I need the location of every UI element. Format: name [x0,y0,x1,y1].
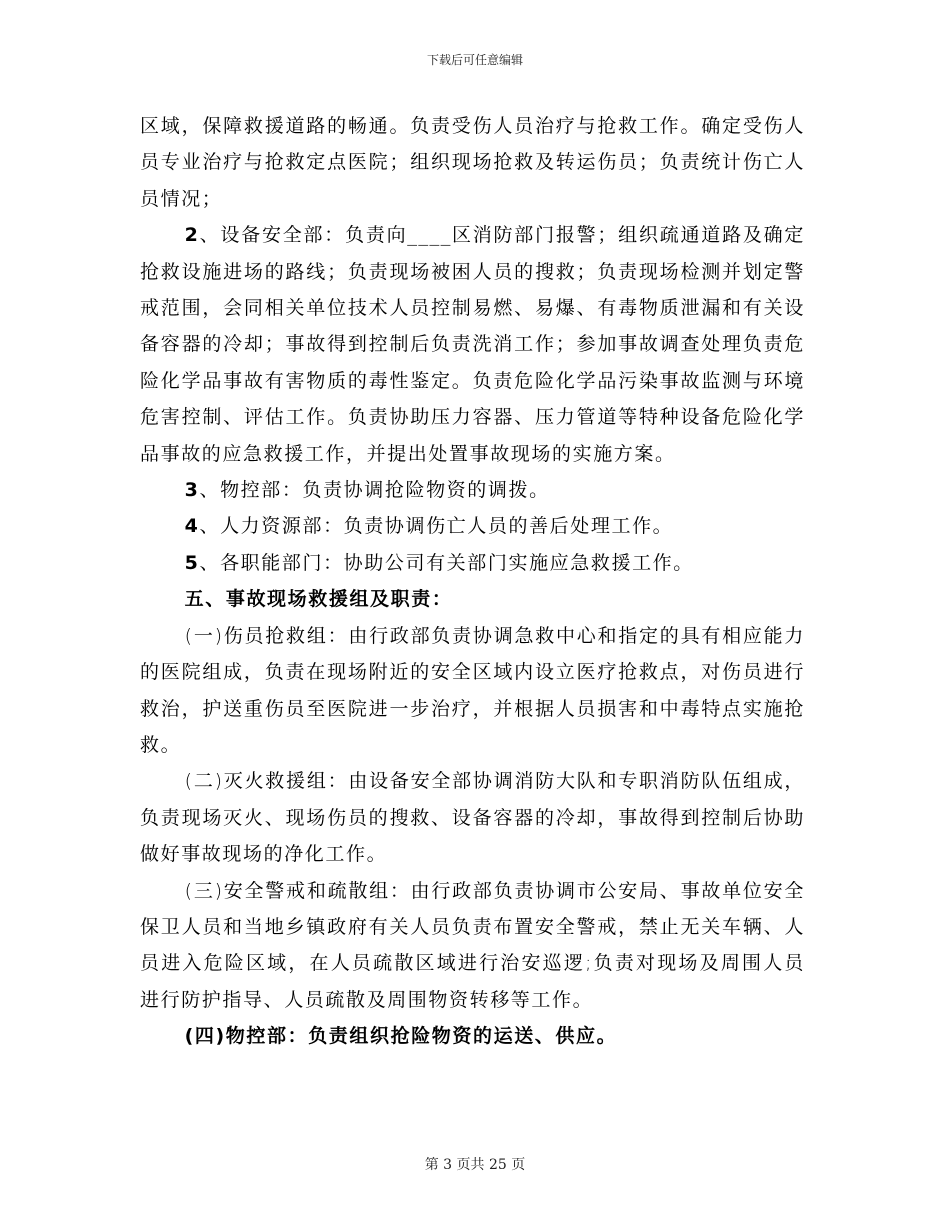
section-heading: 五、事故现场救援组及职责： [184,588,453,611]
paragraph-material-transport: (四)物控部：负责组织抢险物资的运送、供应。 [184,1025,618,1048]
paragraph-text: 、各职能部门：协助公司有关部门实施应急救援工作。 [199,551,694,574]
paragraph-security-group: (三)安全警戒和疏散组：由行政部负责协调市公安局、事故单位安全保卫人员和当地乡镇政府有关人员负责布置安全警戒，禁止无关车辆、人员进入危险区域，在人员疏散区域进行治安巡逻;负责对现场及周围人员进行防护指导、人员疏散及周围物资转移等工作。 [140,879,805,1011]
paragraph-material-control [140,472,805,508]
page-footer: 第 3 页共 25 页 [424,1157,526,1173]
paragraph-equipment-safety [140,217,805,472]
item-number: 4 [184,515,200,538]
paragraph-text: 、设备安全部：负责向____区消防部门报警；组织疏通道路及确定抢救设施进场的路线；负责现场被困人员的搜救；负责现场检测并划定警戒范围，会同相关单位技术人员控制易燃、易爆、有毒物质泄漏和有关设备容器的冷却；事故得到控制后负责洗消工作；参加事故调查处理负责危险化学品事故有害物质的毒性鉴定。负责危险化学品污染事故监测与环境危害控制、评估工作。负责协助压力容器、压力管道等特种设备危险化学品事故的应急救援工作，并提出处置事故现场的实施方案。 [140,224,805,465]
paragraph-rescue-group: (一)伤员抢救组：由行政部负责协调急救中心和指定的具有相应能力的医院组成，负责在现场附近的安全区域内设立医疗抢救点，对伤员进行救治，护送重伤员至医院进一步治疗，并根据人员损害和中毒特点实施抢救。 [140,624,805,756]
paragraph-functional-departments [140,545,805,581]
item-number: 5 [184,551,200,574]
item-number: 2 [184,224,200,247]
paragraph-human-resources [140,508,805,544]
paragraph-text: 、人力资源部：负责协调伤亡人员的善后处理工作。 [199,515,674,538]
paragraph-fire-group: (二)灭火救援组：由设备安全部协调消防大队和专职消防队伍组成，负责现场灭火、现场伤员的搜救、设备容器的冷却，事故得到控制后协助做好事故现场的净化工作。 [140,770,805,866]
paragraph-continuation: 区域，保障救援道路的畅通。负责受伤人员治疗与抢救工作。确定受伤人员专业治疗与抢救定点医院；组织现场抢救及转运伤员；负责统计伤亡人员情况； [140,115,805,210]
page-header: 下载后可任意编辑 [426,53,523,67]
item-number: 3 [184,479,200,502]
paragraph-text: 、物控部：负责协调抢险物资的调拨。 [199,479,550,502]
document-body [140,108,805,1055]
